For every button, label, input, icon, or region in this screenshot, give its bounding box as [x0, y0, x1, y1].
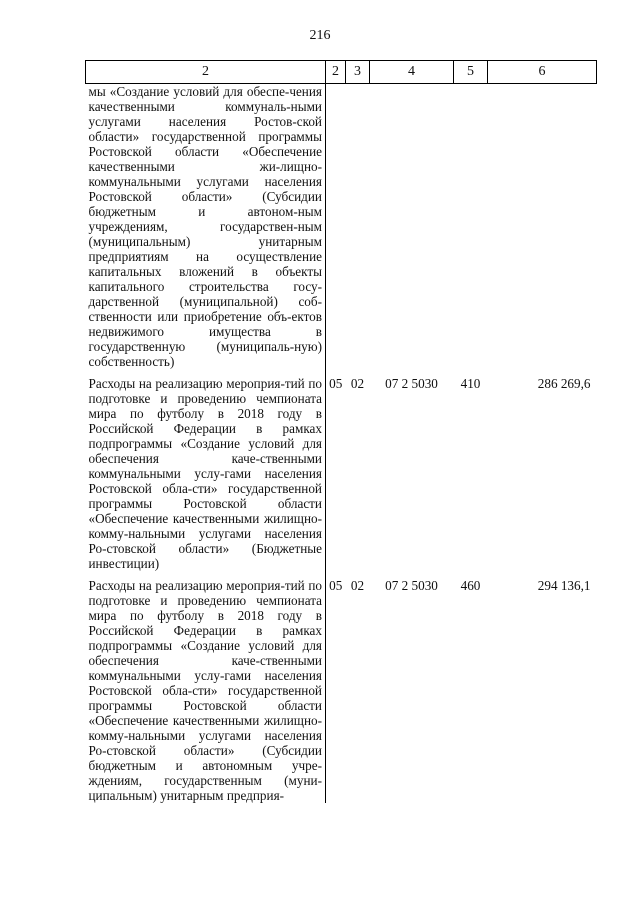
row-subsection: 02	[350, 578, 365, 593]
row-section: 05	[329, 578, 343, 593]
row-amount: 286 269,6	[537, 376, 591, 391]
row-description: Расходы на реализацию мероприя-тий по подготовке и проведению чемпионата мира по футболу в 2018 году в Российской Федерации в рамках подпрограммы «Создание условий для обеспечения каче-ственными коммунальными услу-гами населения Ростовской обла-сти» государственной программы Ростовской области «Обеспечение качественными жилищно-комму-нальными услугами населения Ро-стовской области» (Бюджетные инвестиции)	[86, 376, 326, 578]
column-header-subsection: 3	[346, 61, 370, 84]
row-section	[326, 84, 346, 377]
page-number: 216	[309, 28, 331, 43]
column-header-amount: 6	[488, 61, 597, 84]
column-header-target: 4	[370, 61, 454, 84]
column-header-section: 2	[326, 61, 346, 84]
row-description: мы «Создание условий для обеспе-чения качественными коммуналь-ными услугами населения Ростов-ской области» государственной программы Ростовской области «Обеспечение качественными жи-лищно-коммунальными услугами населения Ростовской области» (Субсидии бюджетным и автоном-ным учреждениям, государствен-ным (муниципальным) унитарным предприятиям на осуществление капитальных вложений в объекты капитального строительства госу-дарственной (муниципальной) соб-ственности или приобретение объ-ектов недвижимого имущества в государственную (муниципаль-ную) собственность)	[86, 84, 326, 377]
row-description: Расходы на реализацию мероприя-тий по подготовке и проведению чемпионата мира по футболу в 2018 году в Российской Федерации в рамках подпрограммы «Создание условий для обеспечения каче-ственными коммунальными услу-гами населения Ростовской обла-сти» государственной программы Ростовской области «Обеспечение качественными жилищно-комму-нальными услугами населения Ро-стовской области» (Субсидии бюджетным и автономным учре-ждениям, государственным (муни-ципальным) унитарным предприя-	[86, 578, 326, 803]
row-target	[370, 84, 454, 377]
column-header-expense-type: 5	[454, 61, 488, 84]
row-expense-type: 410	[460, 376, 481, 391]
row-target: 07 2 5030	[385, 578, 438, 593]
budget-table	[85, 60, 597, 803]
row-target: 07 2 5030	[385, 376, 438, 391]
column-header-description: 2	[86, 61, 326, 84]
table-row	[86, 84, 597, 377]
row-expense-type	[454, 84, 488, 377]
table-header-row	[86, 61, 597, 84]
row-subsection: 02	[350, 376, 365, 391]
table-row	[86, 578, 597, 803]
row-amount: 294 136,1	[537, 578, 591, 593]
row-amount	[488, 84, 597, 377]
table-row	[86, 376, 597, 578]
row-subsection	[346, 84, 370, 377]
row-expense-type: 460	[460, 578, 481, 593]
row-section: 05	[329, 376, 343, 391]
